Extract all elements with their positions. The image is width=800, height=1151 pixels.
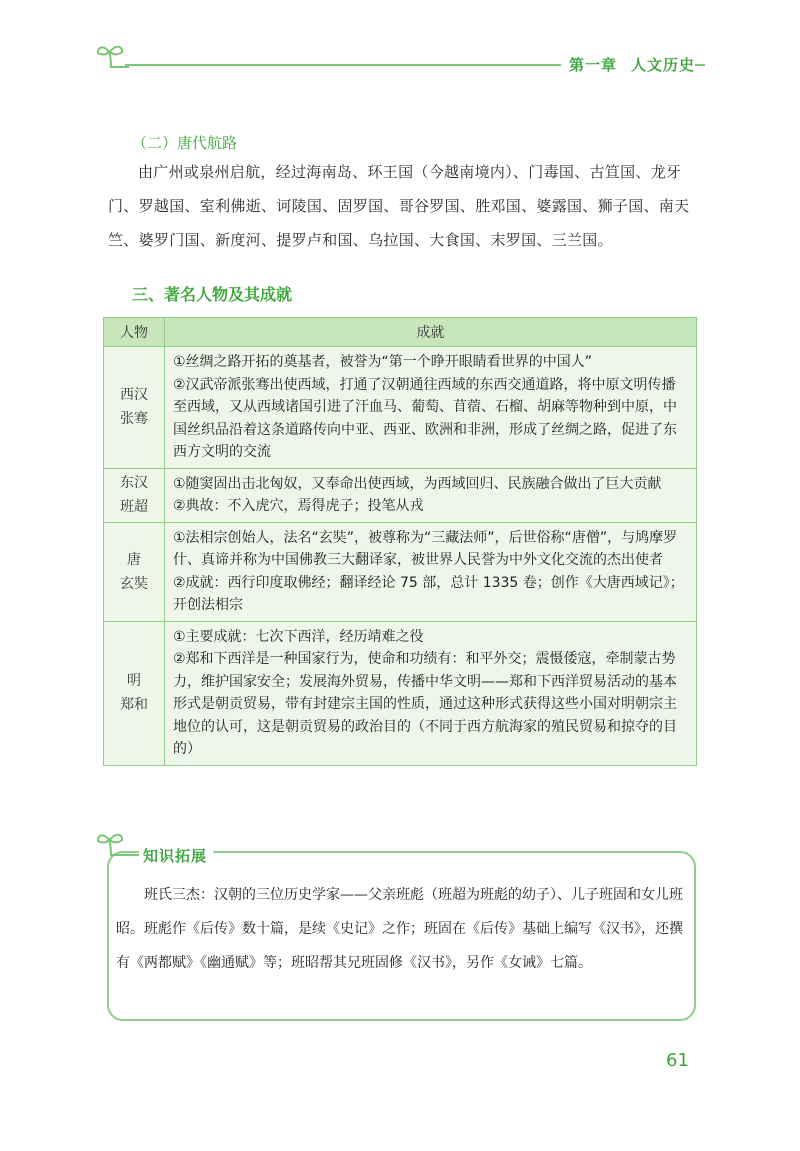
person-name: 班超 [120, 499, 148, 515]
person-dynasty: 东汉 [120, 475, 148, 491]
page-number: 61 [666, 1050, 689, 1071]
achievement-item: ②汉武帝派张骞出使西域，打通了汉朝通往西域的东西交通道路，将中原文明传播至西域，又从西域诸国引进了汗血马、葡萄、苜蓿、石榴、胡麻等物种到中原，中国丝织品沿着这条道路传向中亚、西亚、欧洲和非洲，形成了丝绸之路，促进了东西方文明的交流 [173, 376, 677, 460]
person-name: 玄奘 [120, 575, 148, 592]
achievement-cell [165, 522, 697, 621]
person-cell [104, 621, 165, 765]
person-cell [104, 522, 165, 621]
chapter-title: 人文历史 [630, 56, 695, 74]
chapter-number: 第一章 [568, 56, 617, 74]
achievement-cell [165, 468, 697, 522]
header-achievement: 成就 [165, 318, 697, 347]
header-person: 人物 [104, 318, 165, 347]
achievement-item: ②成就：西行印度取佛经；翻译经论 75 部，总计 1335 卷；创作《大唐西域记》；开创法相宗 [173, 574, 684, 613]
achievements-table [103, 317, 697, 766]
table-header-row [104, 318, 697, 347]
sprout-icon [95, 826, 139, 860]
page-header [95, 38, 705, 78]
table-row [104, 522, 697, 621]
knowledge-box-header [95, 826, 295, 866]
achievement-item: ①随窦固出击北匈奴，又奉命出使西域，为西域回归、民族融合做出了巨大贡献 [173, 475, 662, 492]
section-title: 三、著名人物及其成就 [132, 285, 293, 304]
route-subtitle: （二）唐代航路 [132, 134, 238, 152]
route-paragraph: 由广州或泉州启航，经过海南岛、环王国（今越南境内）、门毒国、古笪国、龙牙门、罗越国、室利佛逝、诃陵国、固罗国、哥谷罗国、胜邓国、婆露国、狮子国、南天竺、婆罗门国、新度河、提罗卢和国、乌拉国、大食国、末罗国、三兰国。 [108, 163, 690, 249]
person-dynasty: 西汉 [120, 387, 148, 404]
person-dynasty: 明 [127, 673, 141, 689]
table-row [104, 468, 697, 522]
achievement-cell [165, 347, 697, 469]
table-row [104, 621, 697, 765]
achievement-cell [165, 621, 697, 765]
knowledge-title: 知识拓展 [139, 845, 213, 866]
achievement-item: ②典故：不入虎穴，焉得虎子；投笔从戎 [173, 498, 424, 514]
achievement-item: ①法相宗创始人，法名“玄奘”，被尊称为“三藏法师”，后世俗称“唐僧”，与鸠摩罗什、真谛并称为中国佛教三大翻译家，被世界人民誉为中外文化交流的杰出使者 [173, 529, 678, 568]
person-cell [104, 468, 165, 522]
chapter-label [561, 54, 695, 75]
achievement-item: ①主要成就：七次下西洋，经历靖难之役 [173, 628, 424, 645]
person-cell [104, 347, 165, 469]
table-row [104, 347, 697, 469]
person-name: 郑和 [120, 697, 148, 713]
knowledge-text: 班氏三杰：汉朝的三位历史学家——父亲班彪（班超为班彪的幼子）、儿子班固和女儿班昭。班彪作《后传》数十篇，是续《史记》之作；班固在《后传》基础上编写《汉书》，还撰有《两都赋》《幽通赋》等；班昭帮其兄班固修《汉书》，另作《女诫》七篇。 [116, 887, 683, 971]
sprout-icon [95, 40, 129, 70]
person-dynasty: 唐 [127, 551, 141, 568]
achievement-item: ②郑和下西洋是一种国家行为，使命和功绩有：和平外交；震慑倭寇，牵制蒙古势力，维护国家安全；发展海外贸易，传播中华文明——郑和下西洋贸易活动的基本形式是朝贡贸易，带有封建宗主国的性质，通过这种形式获得这些小国对明朝宗主地位的认可，这是朝贡贸易的政治目的（不同于西方航海家的殖民贸易和掠夺的目的） [173, 651, 677, 757]
person-name: 张骞 [120, 411, 148, 428]
achievement-item: ①丝绸之路开拓的奠基者，被誉为“第一个睁开眼睛看世界的中国人” [173, 354, 593, 370]
